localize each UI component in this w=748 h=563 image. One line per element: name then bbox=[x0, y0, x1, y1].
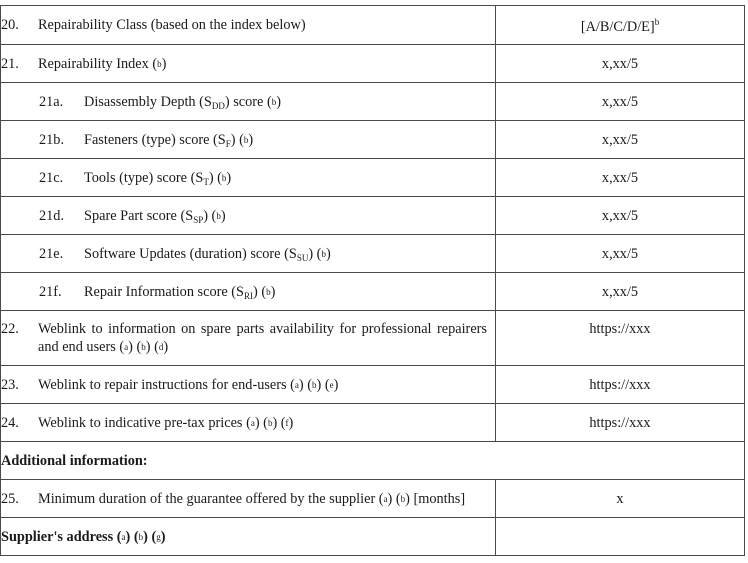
footnote-ref: d bbox=[158, 342, 164, 352]
row-value: https://xxx bbox=[496, 404, 745, 442]
paren-close: ) bbox=[248, 131, 254, 148]
footnote-ref: b bbox=[271, 96, 277, 107]
row-text: ) ( bbox=[308, 245, 322, 262]
row-label bbox=[1, 273, 496, 311]
subscript: SU bbox=[296, 252, 309, 263]
row-text: Supplier's address ( bbox=[1, 528, 122, 545]
footnote-ref: a bbox=[383, 493, 388, 504]
table-row bbox=[1, 518, 745, 556]
row-number: 25. bbox=[1, 490, 19, 507]
footnote-ref: a bbox=[124, 342, 129, 352]
row-text: Tools (type) score (S bbox=[84, 169, 204, 186]
additional-information-heading: Additional information: bbox=[1, 442, 745, 480]
section-heading-row bbox=[1, 442, 745, 480]
row-label bbox=[1, 235, 496, 273]
footnote-ref: b bbox=[216, 210, 221, 221]
footnote-ref: b bbox=[138, 531, 144, 542]
row-label-wrap bbox=[1, 320, 495, 356]
table-row bbox=[1, 45, 745, 83]
table-row bbox=[1, 83, 745, 121]
footnote-ref: b bbox=[157, 58, 162, 69]
row-label bbox=[1, 83, 496, 121]
footnote-ref: b bbox=[243, 134, 249, 145]
row-number: 21f. bbox=[39, 283, 62, 300]
repairability-class-options: [A/B/C/D/E] bbox=[580, 19, 655, 35]
row-label: 25. Minimum duration of the guarantee offered by the supplier (a) (b) [months] bbox=[1, 480, 496, 518]
table-row bbox=[1, 273, 745, 311]
row-label bbox=[1, 159, 496, 197]
table-row bbox=[1, 366, 745, 404]
row-text-wrap: Weblink to information on spare parts availability for professional repairers and end users (a) (b) (d) bbox=[38, 321, 487, 355]
row-text: Repairability Index ( bbox=[38, 55, 158, 72]
row-label bbox=[1, 311, 496, 366]
table-row bbox=[1, 197, 745, 235]
row-value: x,xx/5 bbox=[496, 121, 745, 159]
row-value: https://xxx bbox=[496, 366, 745, 404]
footnote-ref: e bbox=[329, 379, 334, 390]
row-number: 23. bbox=[1, 376, 19, 393]
product-information-table bbox=[0, 5, 745, 556]
row-value: x,xx/5 bbox=[496, 273, 745, 311]
row-text: ) ( bbox=[253, 283, 267, 300]
row-number: 22. bbox=[1, 321, 19, 337]
row-number: 24. bbox=[1, 414, 19, 431]
row-text: Weblink to information on spare parts availability for professional repairers and end users ( bbox=[38, 321, 487, 355]
row-text: Repairability Class (based on the index below) bbox=[38, 17, 306, 33]
paren-close: ) bbox=[161, 55, 167, 72]
table-row bbox=[1, 121, 745, 159]
row-number: 21d. bbox=[39, 207, 65, 224]
table-row bbox=[1, 311, 745, 366]
row-label: 23. Weblink to repair instructions for end-users (a) (b) (e) bbox=[1, 366, 496, 404]
subscript: DD bbox=[211, 100, 225, 111]
footnote-ref: b bbox=[221, 172, 227, 183]
row-number: 21b. bbox=[39, 131, 65, 148]
row-text: Software Updates (duration) score (S bbox=[84, 245, 297, 262]
row-text: Disassembly Depth (S bbox=[84, 93, 212, 110]
footnote-ref: b bbox=[321, 248, 326, 259]
row-number: 21. bbox=[1, 55, 19, 72]
footnote-ref: b bbox=[654, 17, 660, 27]
table-row bbox=[1, 159, 745, 197]
footnote-ref: b bbox=[400, 493, 406, 504]
footnote-ref: b bbox=[141, 342, 146, 352]
table-row bbox=[1, 235, 745, 273]
row-label bbox=[1, 197, 496, 235]
paren-close: ) bbox=[325, 245, 331, 262]
subscript: F bbox=[225, 138, 231, 149]
row-value: x,xx/5 bbox=[496, 197, 745, 235]
row-text: ) ( bbox=[230, 131, 244, 148]
row-number: 20. bbox=[1, 17, 19, 33]
footnote-ref: g bbox=[156, 531, 161, 542]
row-text: Fasteners (type) score (S bbox=[84, 131, 226, 148]
paren-close: ) bbox=[270, 283, 276, 300]
footnote-ref: a bbox=[250, 417, 255, 428]
row-number: 21e. bbox=[39, 245, 64, 262]
row-number: 21a. bbox=[39, 93, 64, 110]
row-label bbox=[1, 6, 496, 45]
footnote-ref: a bbox=[294, 379, 299, 390]
row-value: x,xx/5 bbox=[496, 159, 745, 197]
supplier-address-value bbox=[496, 518, 745, 556]
footnote-ref: f bbox=[285, 417, 289, 428]
subscript: T bbox=[203, 176, 209, 187]
footnote-ref: b bbox=[266, 286, 271, 297]
table-row bbox=[1, 404, 745, 442]
table-row bbox=[1, 6, 745, 45]
row-text: Weblink to indicative pre-tax prices ( bbox=[38, 414, 251, 431]
footnote-ref: b bbox=[312, 379, 317, 390]
row-value: x,xx/5 bbox=[496, 45, 745, 83]
paren-close: ) bbox=[276, 93, 281, 110]
row-number: 21c. bbox=[39, 169, 64, 186]
row-text: Spare Part score (S bbox=[84, 207, 194, 224]
row-text: ) ( bbox=[203, 207, 217, 224]
footnote-ref: b bbox=[267, 417, 273, 428]
row-text: ) ( bbox=[208, 169, 222, 186]
row-value: https://xxx bbox=[496, 311, 745, 366]
row-text: Weblink to repair instructions for end-users ( bbox=[38, 376, 295, 393]
unit-label: [months] bbox=[409, 490, 466, 507]
row-text: Minimum duration of the guarantee offered by the supplier ( bbox=[38, 490, 384, 507]
row-label: 24. Weblink to indicative pre-tax prices (a) (b) (f) bbox=[1, 404, 496, 442]
row-value: x,xx/5 bbox=[496, 83, 745, 121]
row-value bbox=[496, 6, 745, 45]
paren-close: ) bbox=[226, 169, 232, 186]
subscript: RI bbox=[244, 290, 253, 301]
subscript: SP bbox=[193, 214, 204, 225]
paren-close: ) bbox=[220, 207, 226, 224]
table-row bbox=[1, 480, 745, 518]
row-value: x,xx/5 bbox=[496, 235, 745, 273]
row-label bbox=[1, 121, 496, 159]
row-value: x bbox=[496, 480, 745, 518]
supplier-address-label: Supplier's address (a) (b) (g) bbox=[1, 518, 496, 556]
row-text: ) score ( bbox=[224, 93, 272, 110]
row-label bbox=[1, 45, 496, 83]
footnote-ref: a bbox=[121, 531, 126, 542]
row-text: Repair Information score (S bbox=[84, 283, 244, 300]
